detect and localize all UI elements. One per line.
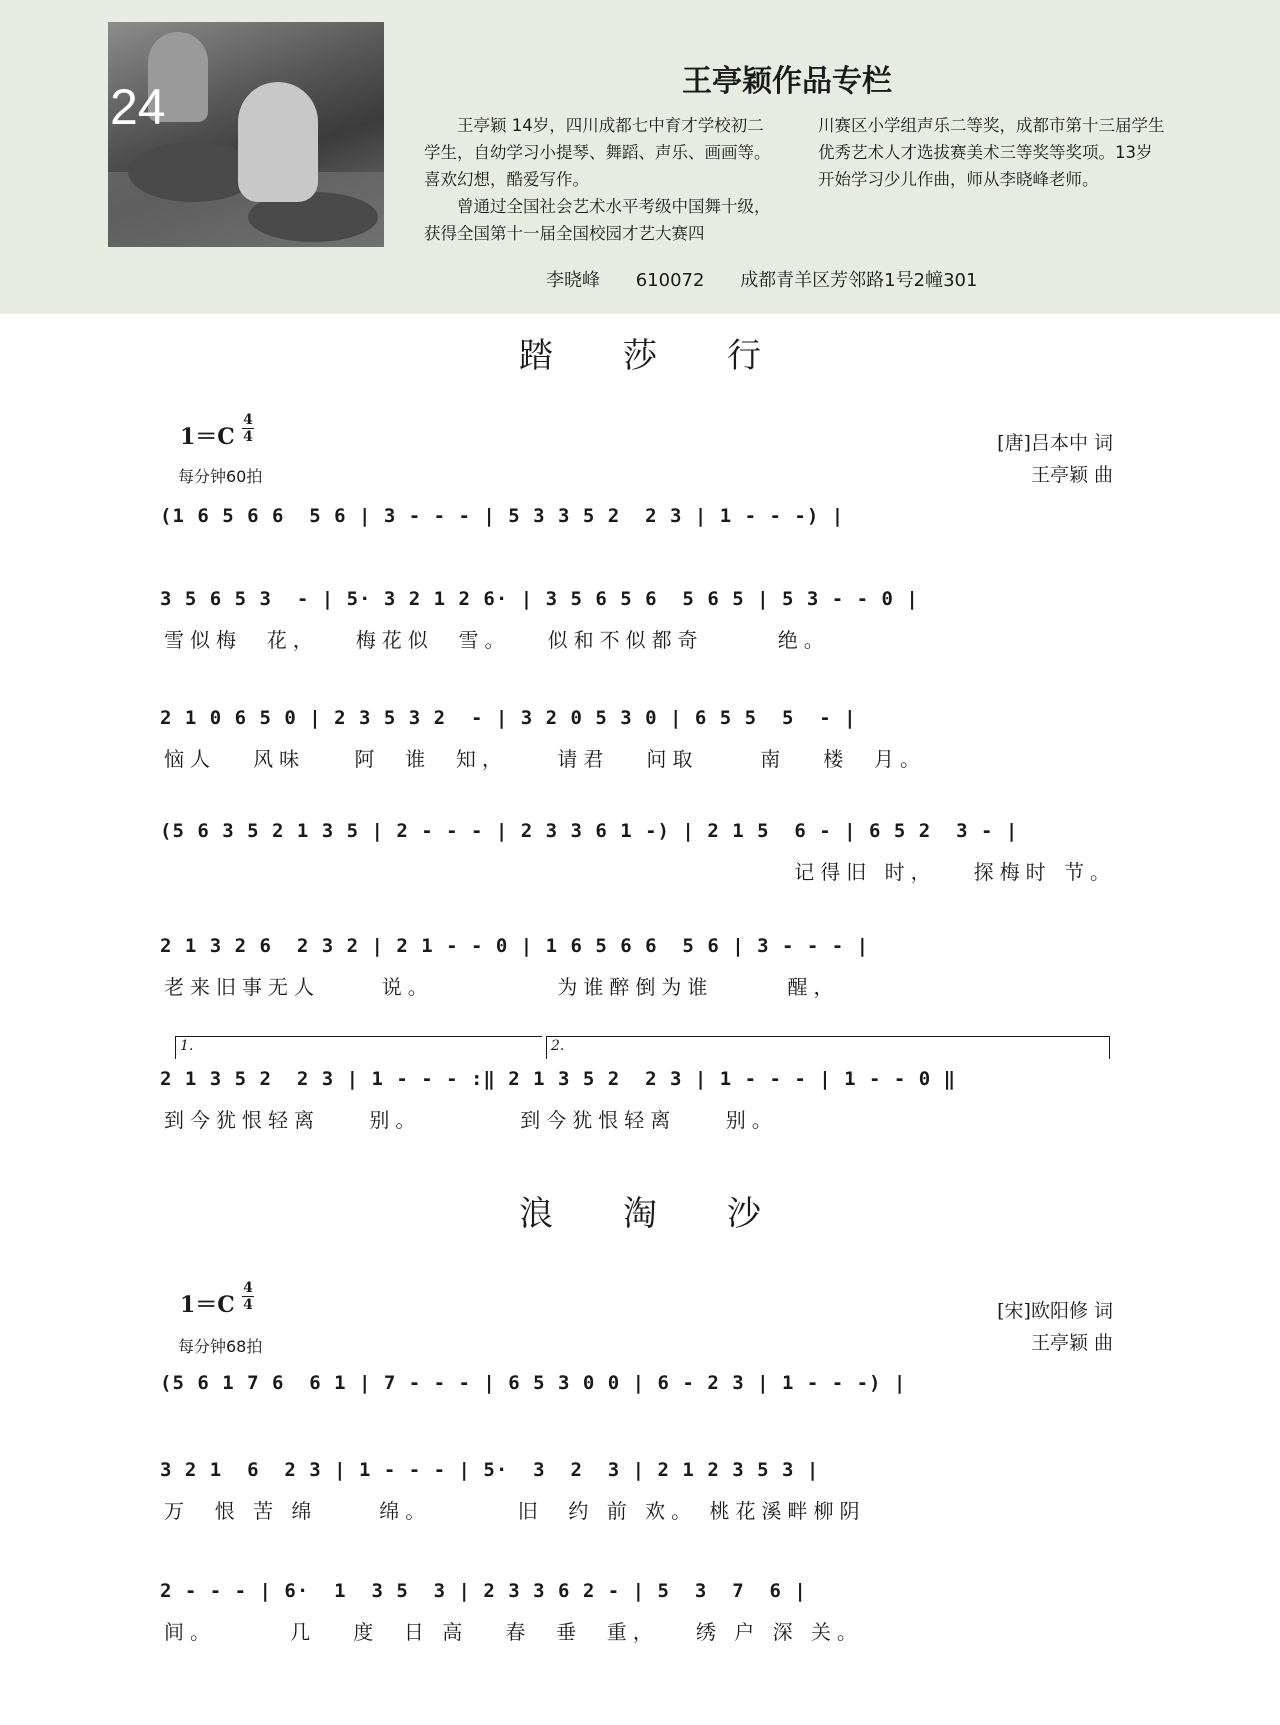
notes: (5 6 3 5 2 1 3 5 | 2 - - - | 2 3 3 6 1 -) | 2 1 5 6 - | 6 5 2 3 - | [160,820,1019,842]
lyrics: 恼人 风味 阿 谁 知， 请君 问取 南 楼 月。 [164,747,927,771]
composer-credit: 王亭颖 曲 [1030,1332,1113,1354]
column-header [0,0,1280,314]
tempo-marking: 每分钟68拍 [178,1337,263,1356]
notes: 2 1 3 2 6 2 3 2 | 2 1 - - 0 | 1 6 5 6 6 5 6 | 3 - - - | [160,935,870,957]
volta-2-label: 2. [551,1038,565,1054]
notation-row [160,1459,1115,1523]
time-top: 4 [243,412,253,428]
composer-credit: 王亭颖 曲 [1030,464,1113,486]
time-bottom: 4 [243,1297,253,1313]
song-title: 踏莎行 [519,336,831,376]
notation-row [160,505,1115,545]
volta-1 [175,1036,542,1059]
page-number: 24 [110,79,166,135]
address-zip: 610072 [635,270,705,291]
tempo-marking: 每分钟60拍 [178,467,263,486]
lyrics: 到今犹恨轻离 别。 到今犹恨轻离 别。 [164,1108,778,1132]
lyrics: 间。 几 度 日 高 春 垂 重， 绣 户 深 关。 [164,1620,863,1644]
notation-row [160,820,1117,884]
key-signature: 1＝C [180,424,235,450]
time-bottom: 4 [243,429,253,445]
notes: (5 6 1 7 6 6 1 | 7 - - - | 6 5 3 0 0 | 6 - 2 3 | 1 - - -) | [160,1372,907,1394]
notation-row [160,707,1115,771]
bio-right [818,112,1168,193]
bio-paragraph: 曾通过全国社会艺术水平考级中国舞十级，获得全国第十一届全国校园才艺大赛四 [424,197,771,243]
lyrics: 老来旧事无人 说。 为谁醉倒为谁 醒， [164,975,840,999]
lyrics: 雪似梅 花， 梅花似 雪。 似和不似都奇 绝。 [164,628,830,652]
volta-2 [546,1036,1110,1059]
notes: (1 6 5 6 6 5 6 | 3 - - - | 5 3 3 5 2 2 3 | 1 - - -) | [160,505,845,527]
column-title: 王亭颖作品专栏 [682,64,892,99]
address-line [546,266,1007,292]
bio-paragraph: 川赛区小学组声乐二等奖，成都市第十三届学生优秀艺术人才选拔赛美术三等奖等奖项。13岁开始学习少儿作曲，师从李晓峰老师。 [818,116,1165,189]
volta-1-label: 1. [180,1038,194,1054]
notation-row [160,588,1115,652]
bio-paragraph: 王亭颖 14岁，四川成都七中育才学校初二学生，自幼学习小提琴、舞蹈、声乐、画画等。喜欢幻想，酷爱写作。 [424,116,771,189]
photo-figure-seated [238,82,318,202]
notes: 3 5 6 5 3 - | 5· 3 2 1 2 6· | 3 5 6 5 6 5 6 5 | 5 3 - - 0 | [160,588,919,610]
lyricist-credit: [唐]吕本中 词 [997,432,1113,454]
notation-row [160,1372,1115,1412]
notes: 2 - - - | 6· 1 3 5 3 | 2 3 3 6 2 - | 5 3 7 6 | [160,1580,807,1602]
address-street: 成都青羊区芳邻路1号2幢301 [740,270,978,291]
notation-row [160,1580,1115,1644]
notation-row [160,935,1115,999]
song-title: 浪淘沙 [519,1194,831,1234]
lyrics: 记得旧 时， 探梅时 节。 [164,860,1117,884]
notes: 2 1 3 5 2 2 3 | 1 - - - :‖ 2 1 3 5 2 2 3 | 1 - - - | 1 - - 0 ‖ [160,1068,957,1090]
time-top: 4 [243,1280,253,1296]
key-signature: 1＝C [180,1292,235,1318]
address-name: 李晓峰 [546,270,600,291]
time-signature [242,412,254,445]
lyricist-credit: [宋]欧阳修 词 [997,1300,1113,1322]
notes: 3 2 1 6 2 3 | 1 - - - | 5· 3 2 3 | 2 1 2 3 5 3 | [160,1459,820,1481]
notes: 2 1 0 6 5 0 | 2 3 5 3 2 - | 3 2 0 5 3 0 | 6 5 5 5 - | [160,707,857,729]
bio-left [424,112,774,247]
notation-row [160,1068,1115,1132]
time-signature [242,1280,254,1313]
lyrics: 万 恨 苦 绵 绵。 旧 约 前 欢。 桃花溪畔柳阴 [164,1499,866,1523]
